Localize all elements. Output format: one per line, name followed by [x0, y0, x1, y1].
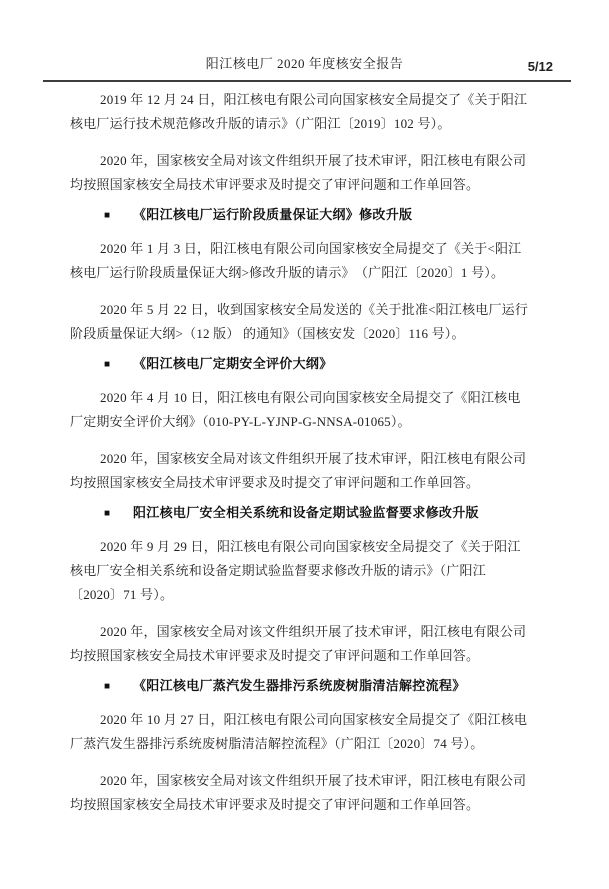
heading-text: 《阳江核电厂运行阶段质量保证大纲》修改升版 [133, 207, 413, 222]
paragraph-line: 2020 年，国家核安全局对该文件组织开展了技术审评，阳江核电有限公司 [100, 624, 527, 639]
header-title: 阳江核电厂 2020 年度核安全报告 [205, 56, 404, 71]
paragraph [70, 708, 575, 756]
content [70, 88, 575, 830]
section-heading [70, 352, 575, 377]
paragraph-line: 〔2020〕71 号）。 [70, 587, 174, 602]
paragraph [70, 447, 575, 495]
paragraph-line: 2020 年 4 月 10 日，阳江核电有限公司向国家核安全局提交了《阳江核电 [100, 390, 521, 405]
header-rule [43, 80, 571, 82]
paragraph-line: 均按照国家核安全局技术审评要求及时提交了审评问题和工作单回答。 [70, 177, 480, 192]
paragraph [70, 386, 575, 434]
paragraph [70, 769, 575, 817]
bullet-icon: ■ [104, 210, 111, 221]
paragraph [70, 149, 575, 197]
page-number: 5/12 [527, 59, 553, 74]
heading-text: 《阳江核电厂定期安全评价大纲》 [133, 356, 333, 371]
paragraph-line: 2020 年 9 月 29 日，阳江核电有限公司向国家核安全局提交了《关于阳江 [100, 539, 521, 554]
paragraph-line: 2020 年 10 月 27 日，阳江核电有限公司向国家核安全局提交了《阳江核电 [100, 712, 528, 727]
section-heading [70, 674, 575, 699]
section-heading [70, 203, 575, 228]
paragraph-line: 均按照国家核安全局技术审评要求及时提交了审评问题和工作单回答。 [70, 797, 480, 812]
paragraph-line: 核电厂安全相关系统和设备定期试验监督要求修改升版的请示》（广阳江 [70, 563, 486, 578]
paragraph [70, 298, 575, 346]
paragraph [70, 535, 575, 607]
paragraph-line: 2020 年，国家核安全局对该文件组织开展了技术审评，阳江核电有限公司 [100, 451, 527, 466]
section-heading [70, 501, 575, 526]
paragraph [70, 88, 575, 136]
paragraph-line: 2019 年 12 月 24 日，阳江核电有限公司向国家核安全局提交了《关于阳江 [100, 92, 528, 107]
paragraph-line: 2020 年 1 月 3 日，阳江核电有限公司向国家核安全局提交了《关于<阳江 [100, 241, 522, 256]
paragraph [70, 620, 575, 668]
paragraph-line: 厂蒸汽发生器排污系统废树脂清洁解控流程》（广阳江〔2020〕74 号）。 [70, 736, 484, 751]
paragraph-line: 核电厂运行技术规范修改升版的请示》（广阳江〔2019〕102 号）。 [70, 116, 451, 131]
heading-text: 阳江核电厂安全相关系统和设备定期试验监督要求修改升版 [133, 505, 479, 520]
paragraph-line: 厂定期安全评价大纲》（010-PY-L-YJNP-G-NNSA-01065）。 [70, 414, 411, 429]
paragraph-line: 均按照国家核安全局技术审评要求及时提交了审评问题和工作单回答。 [70, 475, 480, 490]
paragraph [70, 237, 575, 285]
paragraph-line: 阶段质量保证大纲>（12 版） 的通知》（国核安发〔2020〕116 号）。 [70, 326, 465, 341]
paragraph-line: 均按照国家核安全局技术审评要求及时提交了审评问题和工作单回答。 [70, 648, 480, 663]
paragraph-line: 核电厂运行阶段质量保证大纲>修改升版的请示》 （广阳江〔2020〕1 号）。 [70, 265, 505, 280]
paragraph-line: 2020 年 5 月 22 日，收到国家核安全局发送的《关于批准<阳江核电厂运行 [100, 302, 529, 317]
heading-text: 《阳江核电厂蒸汽发生器排污系统废树脂清洁解控流程》 [133, 678, 466, 693]
paragraph-line: 2020 年，国家核安全局对该文件组织开展了技术审评，阳江核电有限公司 [100, 153, 527, 168]
bullet-icon: ■ [104, 681, 111, 692]
paragraph-line: 2020 年，国家核安全局对该文件组织开展了技术审评，阳江核电有限公司 [100, 773, 527, 788]
bullet-icon: ■ [104, 359, 111, 370]
bullet-icon: ■ [104, 508, 111, 519]
